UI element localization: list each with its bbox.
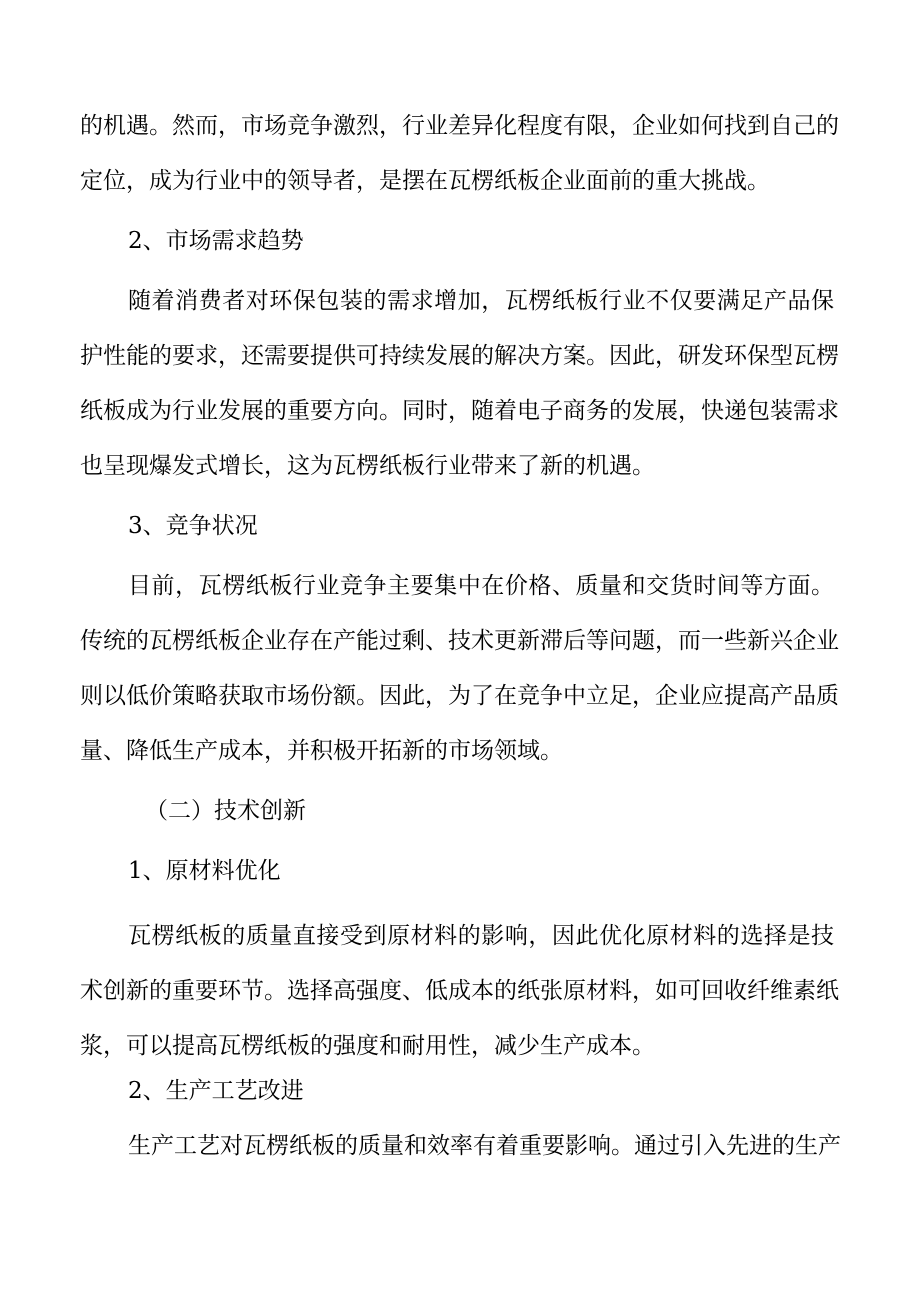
paragraph-line: 也呈现爆发式增长，这为瓦楞纸板行业带来了新的机遇。 [80, 453, 655, 479]
section-heading-competition: 3、竞争状况 [128, 513, 258, 539]
section-heading-raw-material: 1、原材料优化 [128, 858, 281, 884]
section-heading-tech-innovation: （二）技术创新 [145, 798, 306, 824]
paragraph-line: 浆，可以提高瓦楞纸板的强度和耐用性，减少生产成本。 [80, 1033, 655, 1059]
paragraph-line: 传统的瓦楞纸板企业存在产能过剩、技术更新滞后等问题，而一些新兴企业 [80, 628, 839, 654]
section-heading-market-demand: 2、市场需求趋势 [128, 228, 304, 254]
paragraph-line: 术创新的重要环节。选择高强度、低成本的纸张原材料，如可回收纤维素纸 [80, 978, 839, 1004]
paragraph-line: 定位，成为行业中的领导者，是摆在瓦楞纸板企业面前的重大挑战。 [80, 168, 770, 194]
paragraph-line: 纸板成为行业发展的重要方向。同时，随着电子商务的发展，快递包装需求 [80, 398, 839, 424]
paragraph-line: 量、降低生产成本，并积极开拓新的市场领域。 [80, 738, 563, 764]
paragraph-line: 随着消费者对环保包装的需求增加，瓦楞纸板行业不仅要满足产品保 [128, 288, 834, 314]
paragraph-line: 的机遇。然而，市场竞争激烈，行业差异化程度有限，企业如何找到自己的 [80, 113, 839, 139]
paragraph-line: 目前，瓦楞纸板行业竞争主要集中在价格、质量和交货时间等方面。 [128, 573, 834, 599]
paragraph-line: 护性能的要求，还需要提供可持续发展的解决方案。因此，研发环保型瓦楞 [80, 343, 839, 369]
paragraph-line: 瓦楞纸板的质量直接受到原材料的影响，因此优化原材料的选择是技 [128, 923, 834, 949]
paragraph-line: 生产工艺对瓦楞纸板的质量和效率有着重要影响。通过引入先进的生产 [128, 1133, 841, 1159]
section-heading-process: 2、生产工艺改进 [128, 1078, 304, 1104]
paragraph-line: 则以低价策略获取市场份额。因此，为了在竞争中立足，企业应提高产品质 [80, 683, 839, 709]
